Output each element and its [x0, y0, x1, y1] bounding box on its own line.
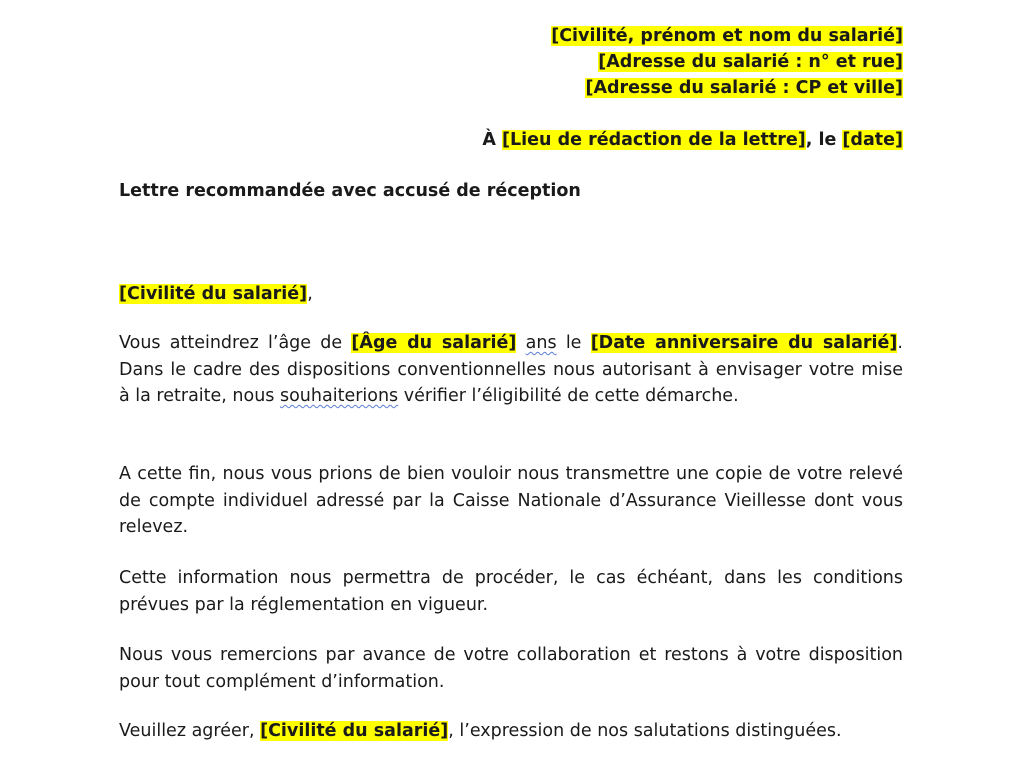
- paragraph-age-space: [516, 333, 525, 353]
- age-field[interactable]: [Âge du salarié]: [351, 333, 517, 353]
- paragraph-thanks: Nous vous remercions par avance de votre collaboration et restons à votre disposition pour tout complément d’information.: [119, 645, 903, 692]
- spellcheck-word-souhaiterions: souhaiterions: [279, 386, 399, 406]
- salutation-civility-field[interactable]: [Civilité du salarié]: [119, 284, 308, 304]
- paragraph-age-text-4: vérifier l’éligibilité de cette démarche.: [398, 386, 739, 406]
- place-prefix: À: [482, 130, 503, 150]
- sender-city-field[interactable]: [Adresse du salarié : CP et ville]: [585, 78, 903, 98]
- sender-street-field[interactable]: [Adresse du salarié : n° et rue]: [598, 52, 903, 72]
- place-date-line: [482, 127, 903, 153]
- date-field[interactable]: [date]: [842, 130, 903, 150]
- subject-line: Lettre recommandée avec accusé de réception: [119, 181, 581, 201]
- salutation-line: [119, 281, 313, 307]
- spellcheck-word-ans: ans: [525, 333, 557, 353]
- paragraph-information: Cette information nous permettra de procéder, le cas échéant, dans les conditions prévues par la réglementation en vigueur.: [119, 568, 903, 615]
- salutation-comma: ,: [307, 284, 313, 304]
- closing-text-1: Veuillez agréer,: [119, 721, 261, 741]
- place-middle: , le: [805, 130, 843, 150]
- birthday-date-field[interactable]: [Date anniversaire du salarié]: [590, 333, 898, 353]
- closing-text-2: , l’expression de nos salutations distinguées.: [448, 721, 842, 741]
- paragraph-age: [119, 330, 903, 410]
- paragraph-request: A cette fin, nous vous prions de bien vouloir nous transmettre une copie de votre relevé de compte individuel adressé par la Caisse Nationale d’Assurance Vieillesse dont vous relevez.: [119, 464, 903, 537]
- paragraph-age-text-3: . Dans le cadre des dispositions conventionnelles nous autorisant à envisager votre mise à la retraite, nous: [119, 333, 903, 406]
- place-field[interactable]: [Lieu de rédaction de la lettre]: [502, 130, 806, 150]
- sender-address-block: [551, 23, 903, 101]
- paragraph-age-text-2: le: [556, 333, 591, 353]
- closing-civility-field[interactable]: [Civilité du salarié]: [260, 721, 449, 741]
- sender-name-field[interactable]: [Civilité, prénom et nom du salarié]: [551, 26, 903, 46]
- paragraph-age-text-1: Vous atteindrez l’âge de: [119, 333, 352, 353]
- paragraph-closing: [119, 718, 903, 745]
